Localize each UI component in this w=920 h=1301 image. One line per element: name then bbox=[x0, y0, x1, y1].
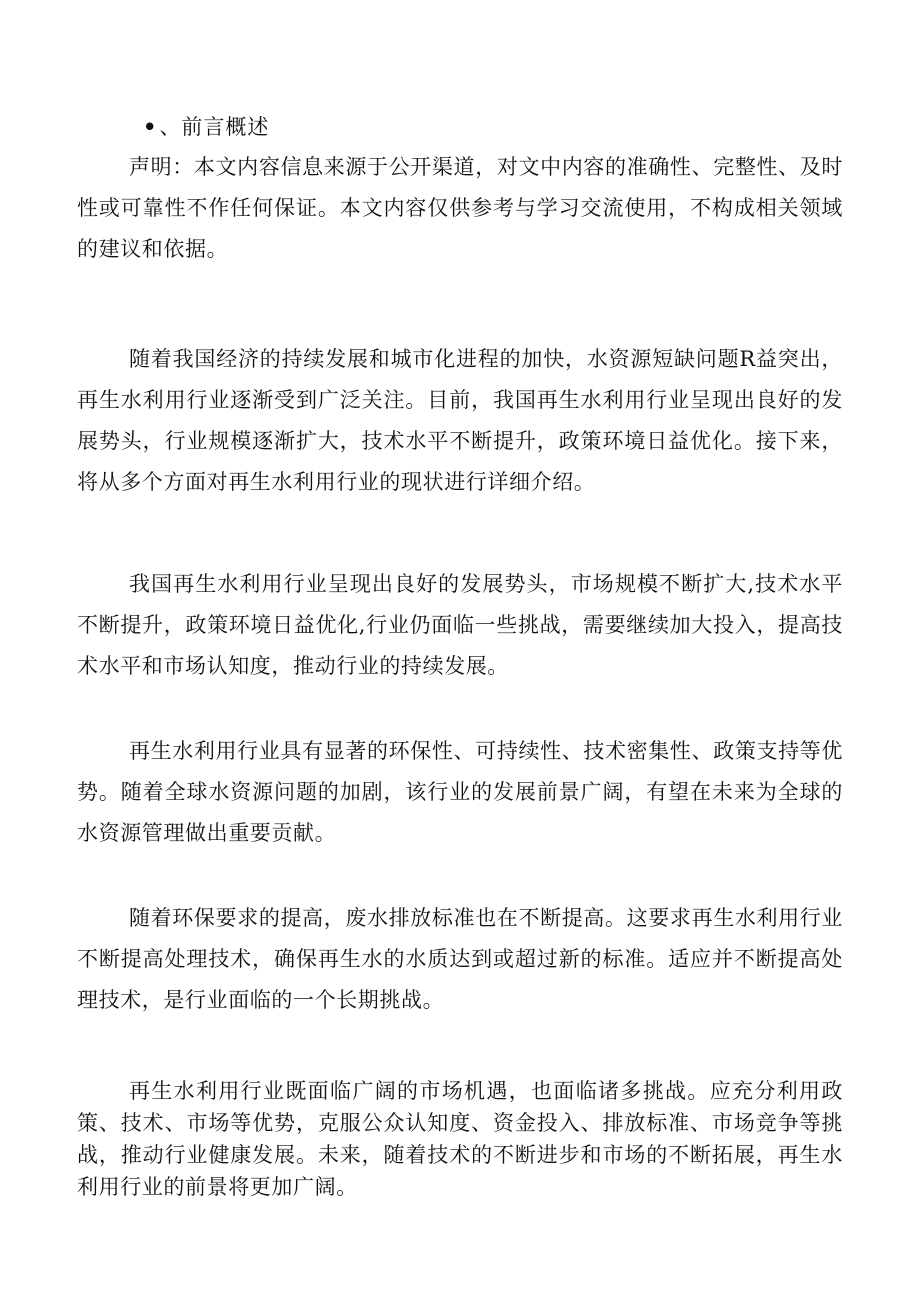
bullet-marker: • bbox=[143, 115, 158, 139]
section-heading bbox=[143, 112, 269, 142]
section-heading-text: 、前言概述 bbox=[159, 115, 270, 139]
body-paragraph-3: 再生水利用行业具有显著的环保性、可持续性、技术密集性、政策支持等优势。随着全球水资源问题的加剧，该行业的发展前景广阔，有望在未来为全球的水资源管理做出重要贡献。 bbox=[77, 739, 843, 845]
body-paragraph-2: 我国再生水利用行业呈现出良好的发展势头，市场规模不断扩大,技术水平不断提升，政策环境日益优化,行业仍面临一些挑战，需要继续加大投入，提高技术水平和市场认知度，推动行业的持续发展。 bbox=[77, 572, 843, 678]
body-paragraph-5: 再生水利用行业既面临广阔的市场机遇，也面临诸多挑战。应充分利用政策、技术、市场等优势，克服公众认知度、资金投入、排放标准、市场竞争等挑战，推动行业健康发展。未来，随着技术的不断进步和市场的不断拓展，再生水利用行业的前景将更加广阔。 bbox=[77, 1079, 843, 1199]
disclaimer-paragraph: 声明：本文内容信息来源于公开渠道，对文中内容的准确性、完整性、及时性或可靠性不作任何保证。本文内容仅供参考与学习交流使用，不构成相关领域的建议和依据。 bbox=[77, 155, 843, 261]
body-paragraph-1: 随着我国经济的持续发展和城市化进程的加快，水资源短缺问题R益突出，再生水利用行业逐渐受到广泛关注。目前，我国再生水利用行业呈现出良好的发展势头，行业规模逐渐扩大，技术水平不断提升，政策环境日益优化。接下来，将从多个方面对再生水利用行业的现状进行详细介绍。 bbox=[77, 347, 843, 494]
body-paragraph-4: 随着环保要求的提高，废水排放标准也在不断提高。这要求再生水利用行业不断提高处理技术，确保再生水的水质达到或超过新的标准。适应并不断提高处理技术，是行业面临的一个长期挑战。 bbox=[77, 906, 843, 1012]
